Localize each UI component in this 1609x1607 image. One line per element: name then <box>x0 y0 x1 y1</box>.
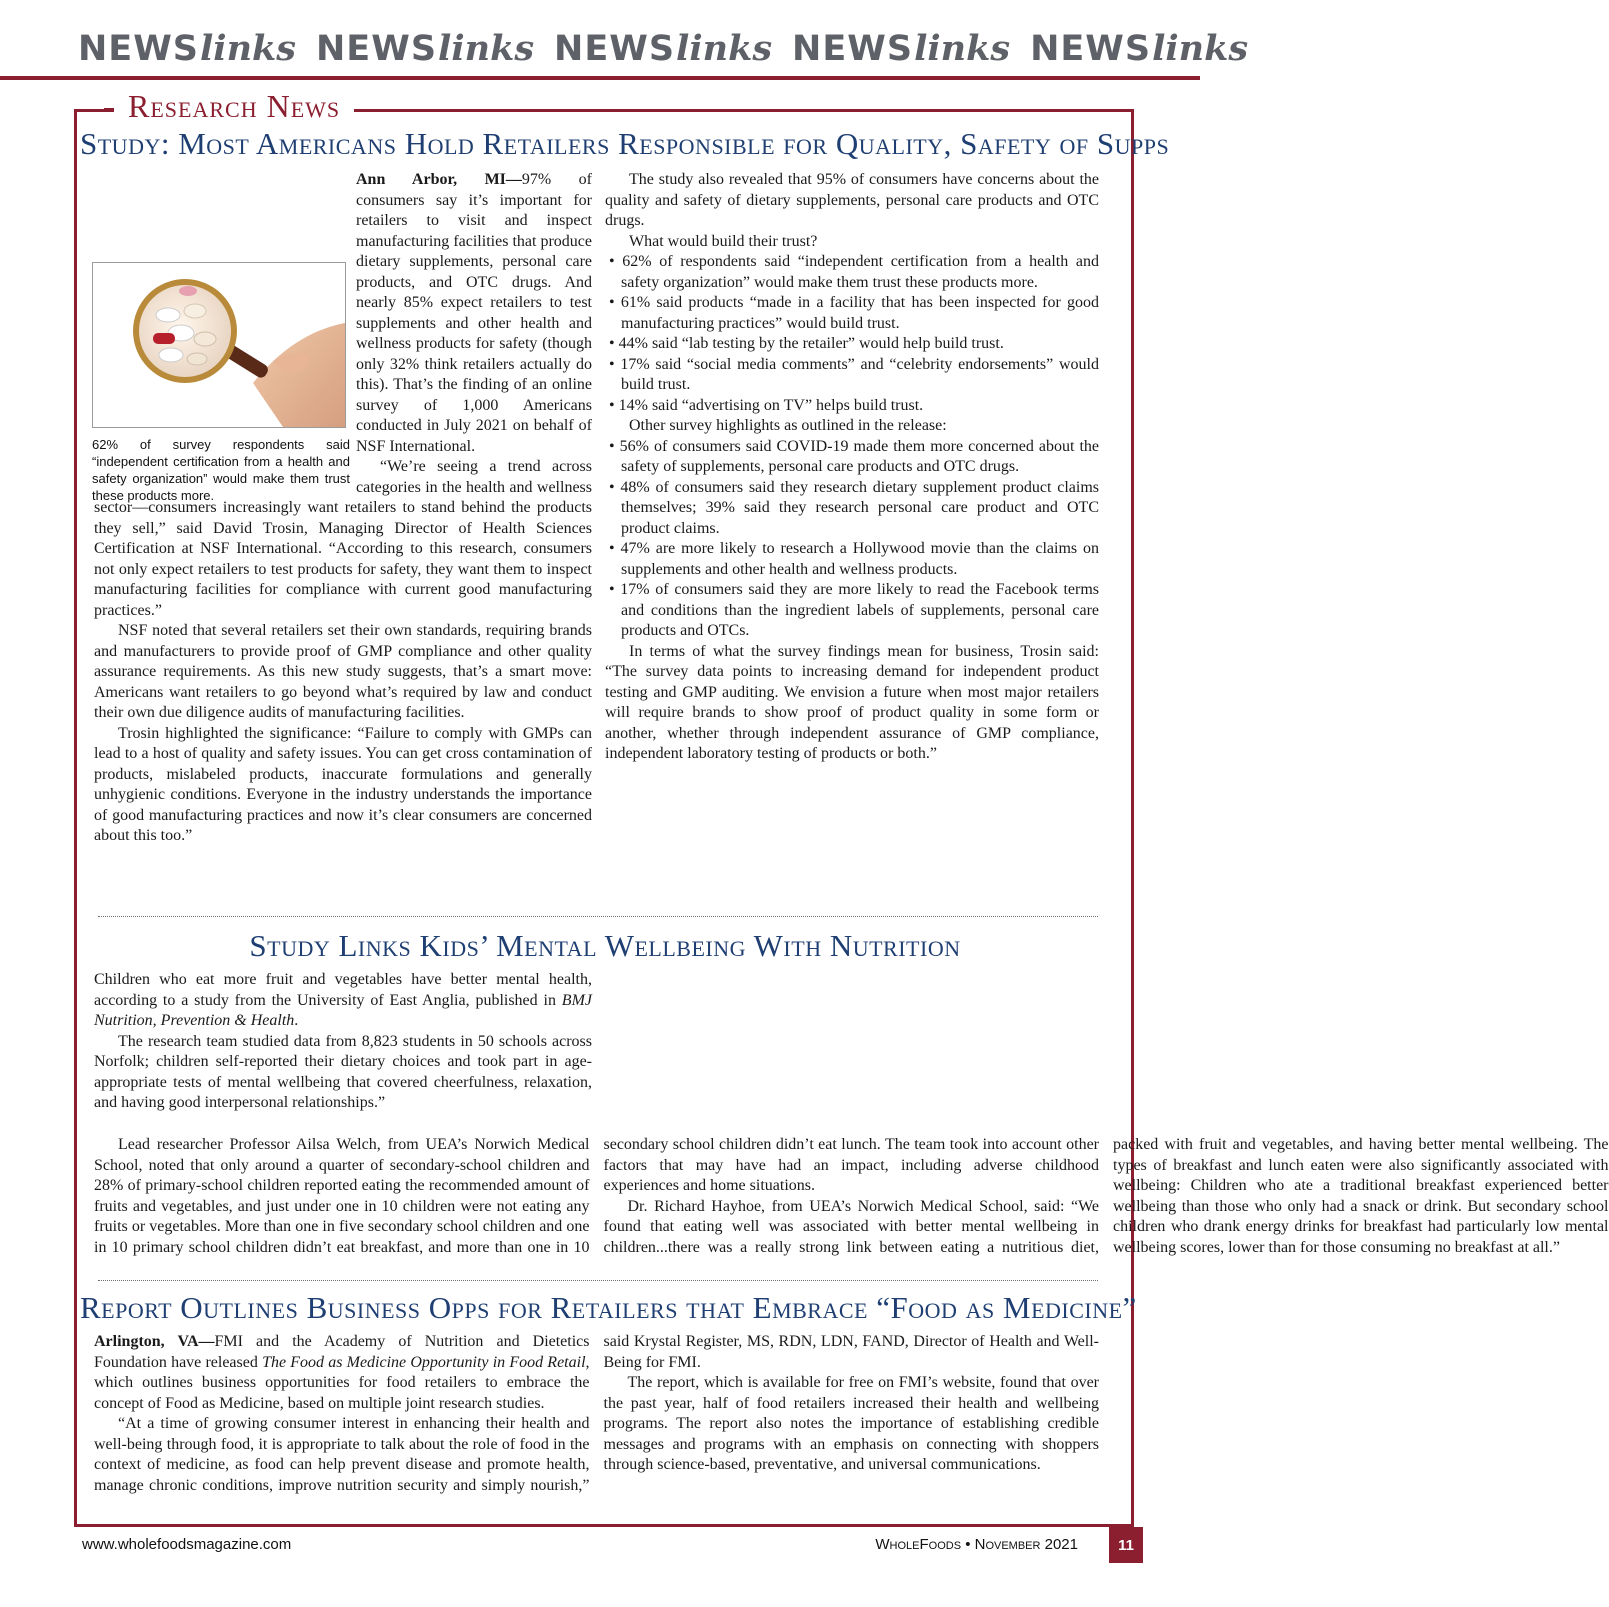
masthead-logo: NEWSlinks <box>792 28 1011 69</box>
article3-body <box>94 1332 1099 1518</box>
article1-right-column <box>605 170 1099 765</box>
list-item: • 48% of consumers said they research dietary supplement product claims themselves; 39% said they research personal care product and OTC product claims. <box>605 478 1099 540</box>
magnifier-photo <box>92 262 346 428</box>
masthead-logo: NEWSlinks <box>1030 28 1249 69</box>
list-item: • 61% said products “made in a facility that has been inspected for good manufacturing practices” would build trust. <box>605 293 1099 334</box>
article1-p5: The study also revealed that 95% of consumers have concerns about the quality and safety of dietary supplements, personal care products and OTC drugs. <box>605 171 1099 229</box>
masthead-logo: NEWSlinks <box>78 28 297 69</box>
list-item: • 17% of consumers said they are more likely to read the Facebook terms and conditions than the ingredient labels of supplements, personal care products and OTCs. <box>605 580 1099 642</box>
article3-headline: Report Outlines Business Opps for Retailers that Embrace “Food as Medicine” <box>80 1290 1137 1325</box>
article2-p4: Dr. Richard Hayhoe, from UEA’s Norwich Medical School, said: “We found that eating well was associated with better mental wellbeing in children...there was a really strong link between eating a nutritious diet, packed with fruit and vegetables, and having better mental wellbeing. The types of breakfast and lunch eaten were also significantly associated with wellbeing: Children who ate a traditional breakfast experienced better wellbeing than those who only had a snack or drink. But secondary school children who drank energy drinks for breakfast had particularly low mental wellbeing scores, lower than for those consuming no breakfast at all.” <box>603 1136 1609 1256</box>
trust-list <box>605 252 1099 416</box>
article1-figure <box>92 262 354 504</box>
article2-p3: Lead researcher Professor Ailsa Welch, from UEA’s Norwich Medical School, noted that only around a quarter of secondary-school children and 28% of primary-school children reported eating the recommended amount of fruits and vegetables, and just under one in 10 children were not eating any fruits or vegetables. More than one in five secondary school children and one in 10 primary school children didn’t eat breakfast, and more than one in 10 secondary school children didn’t eat lunch. The team took into account other factors that may have had an impact, including adverse childhood experiences and home situations. <box>94 1136 1099 1256</box>
masthead-logo: NEWSlinks <box>554 28 773 69</box>
page-number: 11 <box>1109 1527 1143 1563</box>
magnifier-pills-image <box>93 263 345 427</box>
highlights-list <box>605 437 1099 642</box>
list-item: • 14% said “advertising on TV” helps build trust. <box>605 396 1099 417</box>
article3-p3: The report, which is available for free on FMI’s website, found that over the past year, half of food retailers increased their health and wellbeing programs. The report also notes the importance of establishing credible messages and programs with an emphasis on connecting with shoppers through science-based, preventative, and universal communications. <box>603 1374 1099 1473</box>
list-item: • 17% said “social media comments” and “celebrity endorsements” would build trust. <box>605 355 1099 396</box>
list-item: • 62% of respondents said “independent certification from a health and safety organization” would make them trust these products more. <box>605 252 1099 293</box>
article1-headline: Study: Most Americans Hold Retailers Responsible for Quality, Safety of Supps <box>80 126 1170 161</box>
journal-title: BMJ Nutrition, Prevention & Health <box>94 991 592 1029</box>
list-item: • 56% of consumers said COVID-19 made them more concerned about the safety of supplements, personal care products and OTC drugs. <box>605 437 1099 478</box>
article3-dateline: Arlington, VA— <box>94 1333 215 1350</box>
report-title: The Food as Medicine Opportunity in Food Retail, <box>262 1353 590 1371</box>
masthead-rule <box>0 76 1200 80</box>
article3-p2: “At a time of growing consumer interest in enhancing their health and well-being through food, it is appropriate to talk about the role of food in the context of medicine, as food can help prevent disease and promote health, manage chronic conditions, improve nutrition security and simply nourish,” said Krystal Register, MS, RDN, LDN, FAND, Director of Health and Well-Being for FMI. <box>94 1333 1099 1494</box>
list-item: • 47% are more likely to research a Hollywood movie than the claims on supplements and other health and wellness products. <box>605 539 1099 580</box>
article3-p1: Arlington, VA—FMI and the Academy of Nutrition and Dietetics Foundation have released The Food as Medicine Opportunity in Food Retail, which outlines business opportunities for food retailers to embrace the concept of Food as Medicine, based on multiple joint research studies. <box>94 1333 590 1412</box>
article2-p2: The research team studied data from 8,823 students in 50 schools across Norfolk; children self-reported their dietary choices and took part in age-appropriate tests of mental wellbeing that covered cheerfulness, relaxation, and having good interpersonal relationships.” <box>94 1032 592 1111</box>
article1-p3: NSF noted that several retailers set their own standards, requiring brands and manufacturers to provide proof of GMP compliance and other quality assurance requirements. As this new study suggests, that’s a smart move: Americans want retailers to go beyond what’s required by law and conduct their own due diligence audits of manufacturing facilities. <box>94 622 592 721</box>
article1-p8: In terms of what the survey findings mean for business, Trosin said: “The survey data points to increasing demand for independent product testing and GMP auditing. We envision a future when most major retailers will require brands to show proof of product quality in some form or another, whether through independent assurance of GMP compliance, independent laboratory testing of products or both.” <box>605 642 1099 762</box>
masthead-logo: NEWSlinks <box>316 28 535 69</box>
article1-p6: What would build their trust? <box>629 232 818 250</box>
frame-tick-left <box>104 108 114 112</box>
masthead <box>78 28 1249 76</box>
article1-p7: Other survey highlights as outlined in the release: <box>629 417 947 434</box>
divider <box>98 916 1098 917</box>
section-label: Research News <box>114 88 354 125</box>
article1-dateline: Ann Arbor, MI— <box>356 171 522 188</box>
divider <box>98 1280 1098 1281</box>
article1-p2: “We’re seeing a trend across categories in the health and wellness sector—consumers increasingly want retailers to stand behind the products they sell,” said David Trosin, Managing Director of Health Sciences Certification at NSF International. “According to this research, consumers not only expect retailers to test products for safety, they want them to inspect manufacturing facilities for compliance with current good manufacturing practices.” <box>94 458 592 619</box>
article1-p1-text: 97% of consumers say it’s important for retailers to visit and inspect manufacturing facilities that produce dietary supplements, personal care products, and OTC drugs. And nearly 85% expect retailers to test supplements and other health and wellness products for safety (though only 32% think retailers actually do this). That’s the finding of an online survey of 1,000 Americans conducted in July 2021 on behalf of NSF International. <box>356 171 592 455</box>
figure-caption: 62% of survey respondents said “independent certification from a health and safety organization” would make them trust these products more. <box>92 437 350 503</box>
list-item: • 44% said “lab testing by the retailer” would help build trust. <box>605 334 1099 355</box>
footer-magazine-date: WholeFoods • November 2021 <box>875 1536 1078 1553</box>
article2-p1: Children who eat more fruit and vegetables have better mental health, according to a study from the University of East Anglia, published in BMJ Nutrition, Prevention & Health. <box>94 971 592 1029</box>
footer-url[interactable]: www.wholefoodsmagazine.com <box>82 1536 292 1553</box>
article2-continued <box>94 1135 1609 1273</box>
article2-headline: Study Links Kids’ Mental Wellbeing With Nutrition <box>249 928 961 963</box>
article1-p4: Trosin highlighted the significance: “Failure to comply with GMPs can lead to a host of quality and safety issues. You can get cross contamination of products, mislabeled products, inaccurate formulations and generally unhygienic conditions. Everyone in the industry understands the importance of good manufacturing practices and now it’s clear consumers are concerned about this too.” <box>94 724 592 844</box>
article2-left-column <box>94 970 592 1114</box>
